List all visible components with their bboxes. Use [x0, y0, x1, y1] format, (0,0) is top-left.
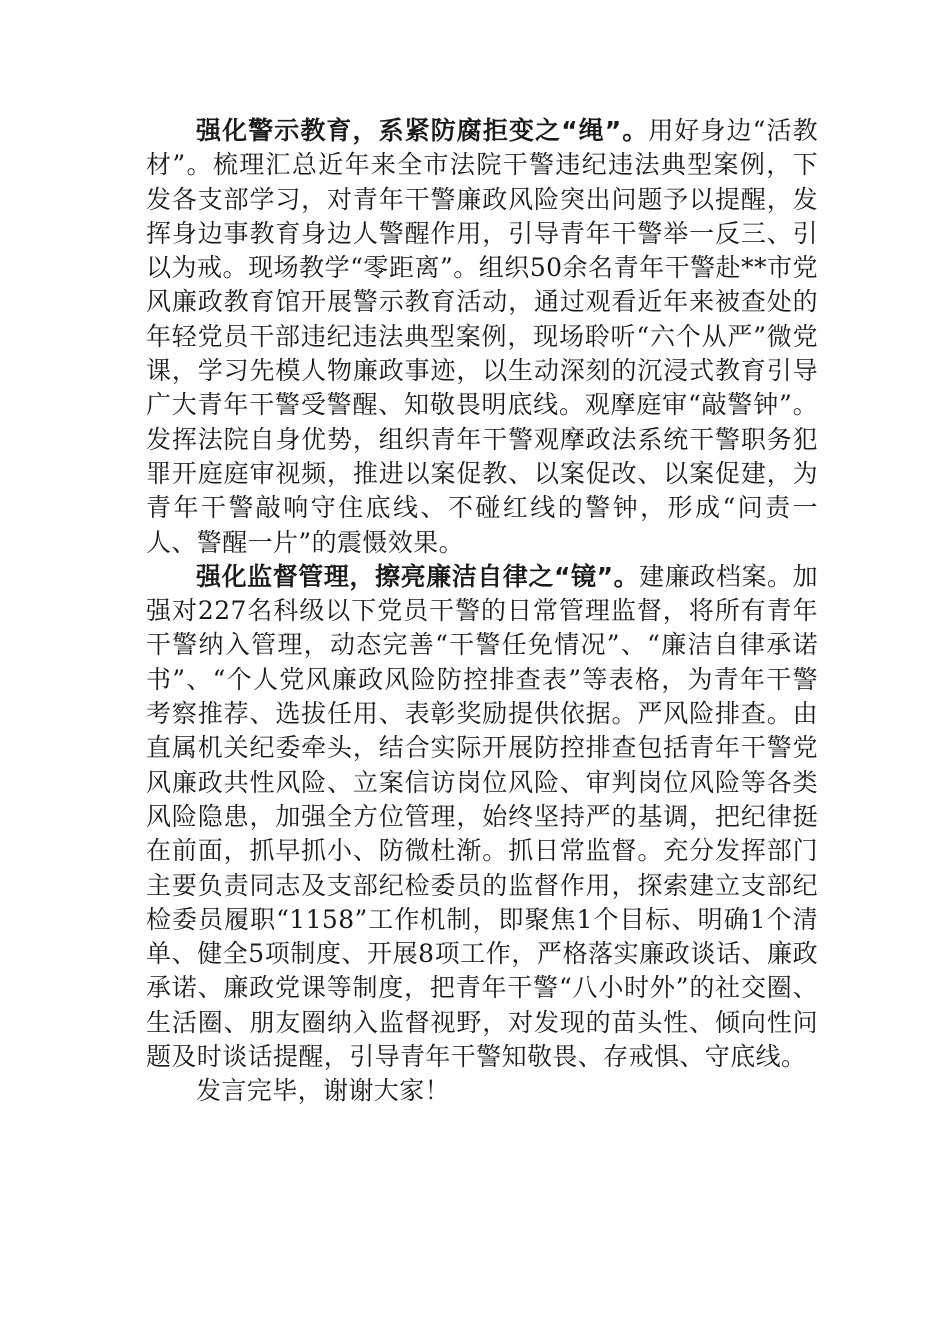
paragraph-heading: 强化警示教育，系紧防腐拒变之“绳”。 [196, 116, 649, 145]
document-body [146, 114, 818, 1109]
paragraph-supervision-management [146, 560, 818, 1074]
closing-remark [146, 1074, 818, 1108]
paragraph-text: 用好身边“活教材”。梳理汇总近年来全市法院干警违纪违法典型案例，下发各支部学习，对青年干警廉政风险突出问题予以提醒，发挥身边事教育身边人警醒作用，引导青年干警举一反三、引以为戒。现场教学“零距离”。组织50余名青年干警赴**市党风廉政教育馆开展警示教育活动，通过观看近年来被查处的年轻党员干部违纪违法典型案例，现场聆听“六个从严”微党课，学习先模人物廉政事迹，以生动深刻的沉浸式教育引导广大青年干警受警醒、知敬畏明底线。观摩庭审“敲警钟”。发挥法院自身优势，组织青年干警观摩政法系统干警职务犯罪开庭庭审视频，推进以案促教、以案促改、以案促建，为青年干警敲响守住底线、不碰红线的警钟，形成“问责一人、警醒一片”的震慑效果。 [146, 116, 818, 557]
paragraph-warning-education [146, 114, 818, 560]
paragraph-text: 建廉政档案。加强对227名科级以下党员干警的日常管理监督，将所有青年干警纳入管理，动态完善“干警任免情况”、“廉洁自律承诺书”、“个人党风廉政风险防控排查表”等表格，为青年干警考察推荐、选拔任用、表彰奖励提供依据。严风险排查。由直属机关纪委牵头，结合实际开展防控排查包括青年干警党风廉政共性风险、立案信访岗位风险、审判岗位风险等各类风险隐患，加强全方位管理，始终坚持严的基调，把纪律挺在前面，抓早抓小、防微杜渐。抓日常监督。充分发挥部门主要负责同志及支部纪检委员的监督作用，探索建立支部纪检委员履职“1158”工作机制，即聚焦1个目标、明确1个清单、健全5项制度、开展8项工作，严格落实廉政谈话、廉政承诺、廉政党课等制度，把青年干警“八小时外”的社交圈、生活圈、朋友圈纳入监督视野，对发现的苗头性、倾向性问题及时谈话提醒，引导青年干警知敬畏、存戒惧、守底线。 [146, 561, 818, 1072]
paragraph-text: 发言完毕，谢谢大家！ [196, 1076, 451, 1106]
paragraph-heading: 强化监督管理，擦亮廉洁自律之“镜”。 [196, 561, 640, 591]
